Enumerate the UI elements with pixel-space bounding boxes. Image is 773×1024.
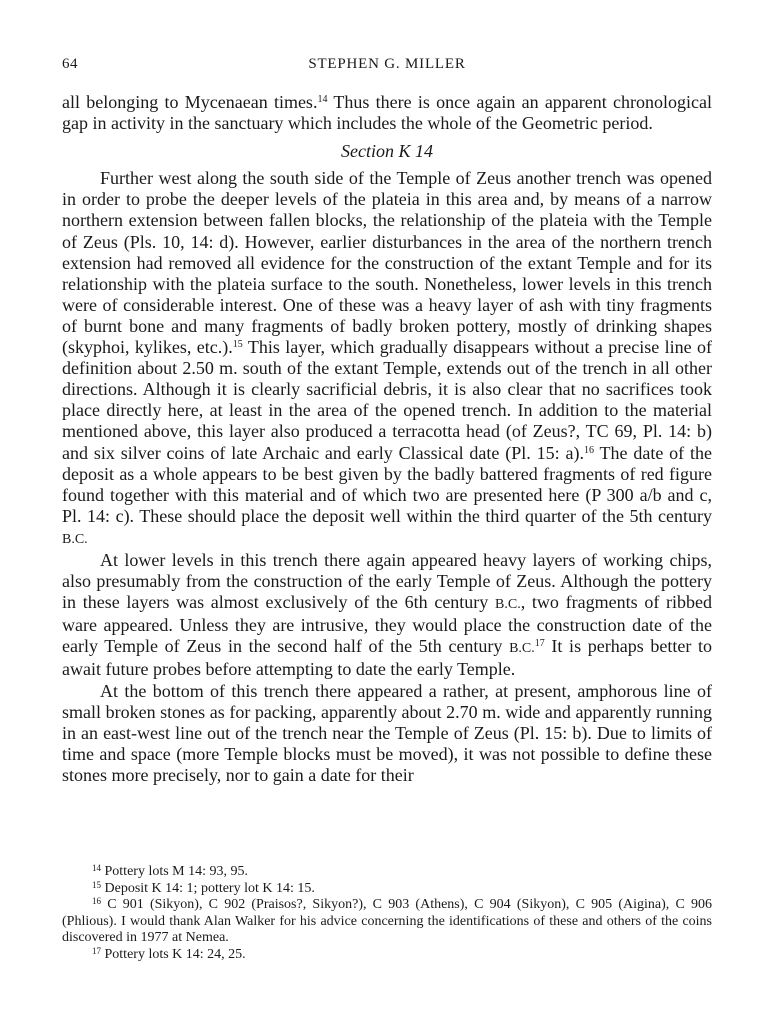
footnote-number: 14 [92,863,101,873]
paragraph-text: It is perhaps better to await future probes before attempting to date the early Temple. [62,636,712,680]
footnote-ref-15[interactable]: 15 [232,339,243,351]
paragraph-2 [62,550,712,681]
footnote-17 [62,947,712,964]
footnote-text: C 901 (Sikyon), C 902 (Praisos?, Sikyon?), C 903 (Athens), C 904 (Sikyon), C 905 (Aigina), C 906 (Phlious). I would thank Alan Walker for his advice concerning the identifications of these and others of the coins discovered in 1977 at Nemea. [62,897,712,945]
paragraph-text: all belonging to Mycenaean times. [62,92,318,112]
era-abbrev: B.C. [495,597,521,613]
footnote-text: Deposit K 14: 1; pottery lot K 14: 15. [101,880,315,896]
paragraph-text: Further west along the south side of the Temple of Zeus another trench was opened in order to probe the deeper levels of the plateia in this area and, by means of a narrow northern extension between fallen blocks, the relationship of the plateia with the Temple of Zeus (Pls. 10, 14: d). However, earlier disturbances in the area of the northern trench extension had removed all evidence for the construction of the extant Temple and for its relationship with the plateia surface to the south. Nonetheless, lower levels in this trench were of considerable interest. One of these was a heavy layer of ash with tiny fragments of burnt bone and many fragments of badly broken pottery, mostly of drinking shapes (skyphoi, kylikes, etc.). [62,168,712,358]
paragraph-text: This layer, which gradually disappears without a precise line of definition about 2.50 m. south of the extant Temple, extends out of the trench in all other directions. Although it is clearly sacrificial debris, it is also clear that no sacrifices took place directly here, at least in the area of the opened trench. In addition to the material mentioned above, this layer also produced a terracotta head (of Zeus?, TC 69, Pl. 14: b) and six silver coins of late Archaic and early Classical date (Pl. 15: a). [62,337,712,463]
paragraph-text: The date of the deposit as a whole appears to be best given by the badly battered fragments of red figure found together with this material and of which two are presented here (P 300 a/b and c, Pl. 14: c). These should place the deposit well within the third quarter of the 5th century [62,442,713,526]
footnote-text: Pottery lots K 14: 24, 25. [101,946,246,962]
body-text [62,92,712,786]
page-number: 64 [62,56,78,72]
paragraph-1 [62,168,712,550]
footnote-ref-17[interactable]: 17 [534,638,545,650]
footnote-number: 15 [92,879,101,890]
footnote-16 [62,897,712,947]
paragraph-intro [62,92,712,134]
era-abbrev: B.C. [509,641,535,657]
footnote-ref-16[interactable]: 16 [583,444,594,456]
section-heading: Section K 14 [341,141,433,162]
paragraph-text: At lower levels in this trench there again appeared heavy layers of working chips, also presumably from the construction of the early Temple of Zeus. Although the pottery in these layers was almost exclusively of the 6th century [62,549,712,613]
running-head: STEPHEN G. MILLER [308,56,466,72]
paragraph-text: Thus there is once again an apparent chronological gap in activity in the sanctuary which includes the whole of the Geometric period. [62,92,713,134]
paragraph-text: , two fragments of ribbed ware appeared. Unless they are intrusive, they would place the construction date of the early Temple of Zeus in the second half of the 5th century [62,592,713,657]
footnote-number: 16 [92,896,101,906]
era-abbrev: B.C. [62,531,88,547]
footnote-ref-14[interactable]: 14 [317,94,328,105]
footnote-15 [62,881,712,898]
footnote-text: Pottery lots M 14: 93, 95. [101,864,249,879]
footnote-number: 17 [92,945,101,956]
footnote-14 [62,864,712,881]
paragraph-3: At the bottom of this trench there appeared a rather, at present, amphorous line of small broken stones as for packing, apparently about 2.70 m. wide and apparently running in an east-west line out of the trench near the Temple of Zeus (Pl. 15: b). Due to limits of time and space (more Temple blocks must be moved), it was not possible to define these stones more precisely, nor to gain a date for their [62,680,712,785]
footnotes [62,864,712,963]
